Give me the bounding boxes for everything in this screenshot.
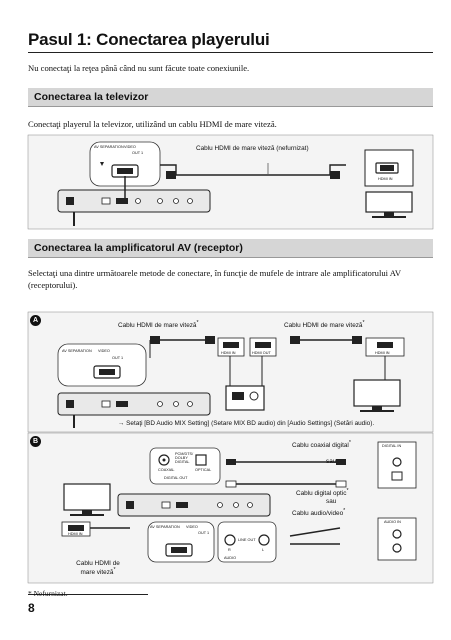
label-hdmi-cable-a2: Cablu HDMI de mare viteză* <box>284 320 365 330</box>
label-a-video: VIDEO <box>98 349 110 353</box>
label-b-digital-in: DIGITAL IN <box>382 444 402 448</box>
label-b-optical: OPTICAL <box>195 468 212 472</box>
label-b-r: R <box>228 548 231 552</box>
label-hdmi-cable-a1: Cablu HDMI de mare viteză* <box>118 320 199 330</box>
label-b-video: VIDEO <box>186 525 198 529</box>
label-out1: OUT 1 <box>132 151 144 155</box>
label-hdmi-cable-tv: Cablu HDMI de mare viteză (nefurnizat) <box>196 145 309 152</box>
section-heading-amp <box>28 239 433 258</box>
section-heading-tv-text: Conectarea la televizor <box>34 91 149 103</box>
label-coax-cable: Cablu coaxial digital* <box>292 440 351 450</box>
label-b-hdmi-cable: Cablu HDMI de mare viteză* <box>76 560 120 577</box>
label-b-audio-in: AUDIO IN <box>384 520 401 524</box>
label-b-tv-hdmi-in: HDMI IN <box>68 532 83 536</box>
label-optical-cable: Cablu digital optic* <box>296 488 349 498</box>
label-b-coaxial: COAXIAL <box>158 468 175 472</box>
intro-text: Nu conectaţi la reţea până când nu sunt făcute toate conexiunile. <box>28 63 250 73</box>
label-a-out1: OUT 1 <box>112 356 124 360</box>
tv-icon <box>366 192 412 212</box>
section-amp-text: Selectaţi una dintre următoarele metode de conectare, în funcţie de mufele de intrare ale amplificatorului AV (receptorului). <box>28 268 401 290</box>
option-a-note: → Setaţi [BD Audio MIX Setting] (Setare MIX BD audio) din [Audio Settings] (Setări audio). <box>118 420 375 427</box>
section-heading-amp-text: Conectarea la amplificatorul AV (receptor) <box>34 242 243 254</box>
label-a-hdmi-in: HDMI IN <box>221 351 236 355</box>
amplifier-icon <box>226 386 264 410</box>
page-title: Pasul 1: Conectarea playerului <box>28 30 270 49</box>
label-b-av-separation: AV SEPARATION <box>150 525 180 529</box>
label-or-1: sau <box>326 458 337 465</box>
label-b-l: L <box>262 548 265 552</box>
diagram-amp-a <box>28 312 433 432</box>
label-b-out1: OUT 1 <box>198 531 210 535</box>
label-av-separation: AV SEPARATION <box>94 145 124 149</box>
label-hdmi-in-tv: HDMI IN <box>378 177 393 181</box>
page-number: 8 <box>28 601 35 615</box>
section-tv-text: Conectaţi playerul la televizor, utilizând un cablu HDMI de mare viteză. <box>28 119 277 129</box>
label-b-audio: AUDIO <box>224 556 237 560</box>
label-b-line-out: LINE OUT <box>238 538 256 542</box>
label-a-av-separation: AV SEPARATION <box>62 349 92 353</box>
label-a-hdmi-out: HDMI OUT <box>252 351 271 355</box>
footnote: * Nefurnizat. <box>28 589 68 598</box>
option-a-badge: A <box>30 315 41 326</box>
label-a-tv-hdmi-in: HDMI IN <box>375 351 390 355</box>
label-b-pcm-dts: PCM/DTS/ DOLBY DIGITAL <box>175 452 194 464</box>
label-video: VIDEO <box>124 145 136 149</box>
label-or-2: sau <box>326 498 337 505</box>
label-audio-cable: Cablu audio/video* <box>292 508 346 518</box>
option-b-badge: B <box>30 436 41 447</box>
label-b-digital-out: DIGITAL OUT <box>164 476 188 480</box>
